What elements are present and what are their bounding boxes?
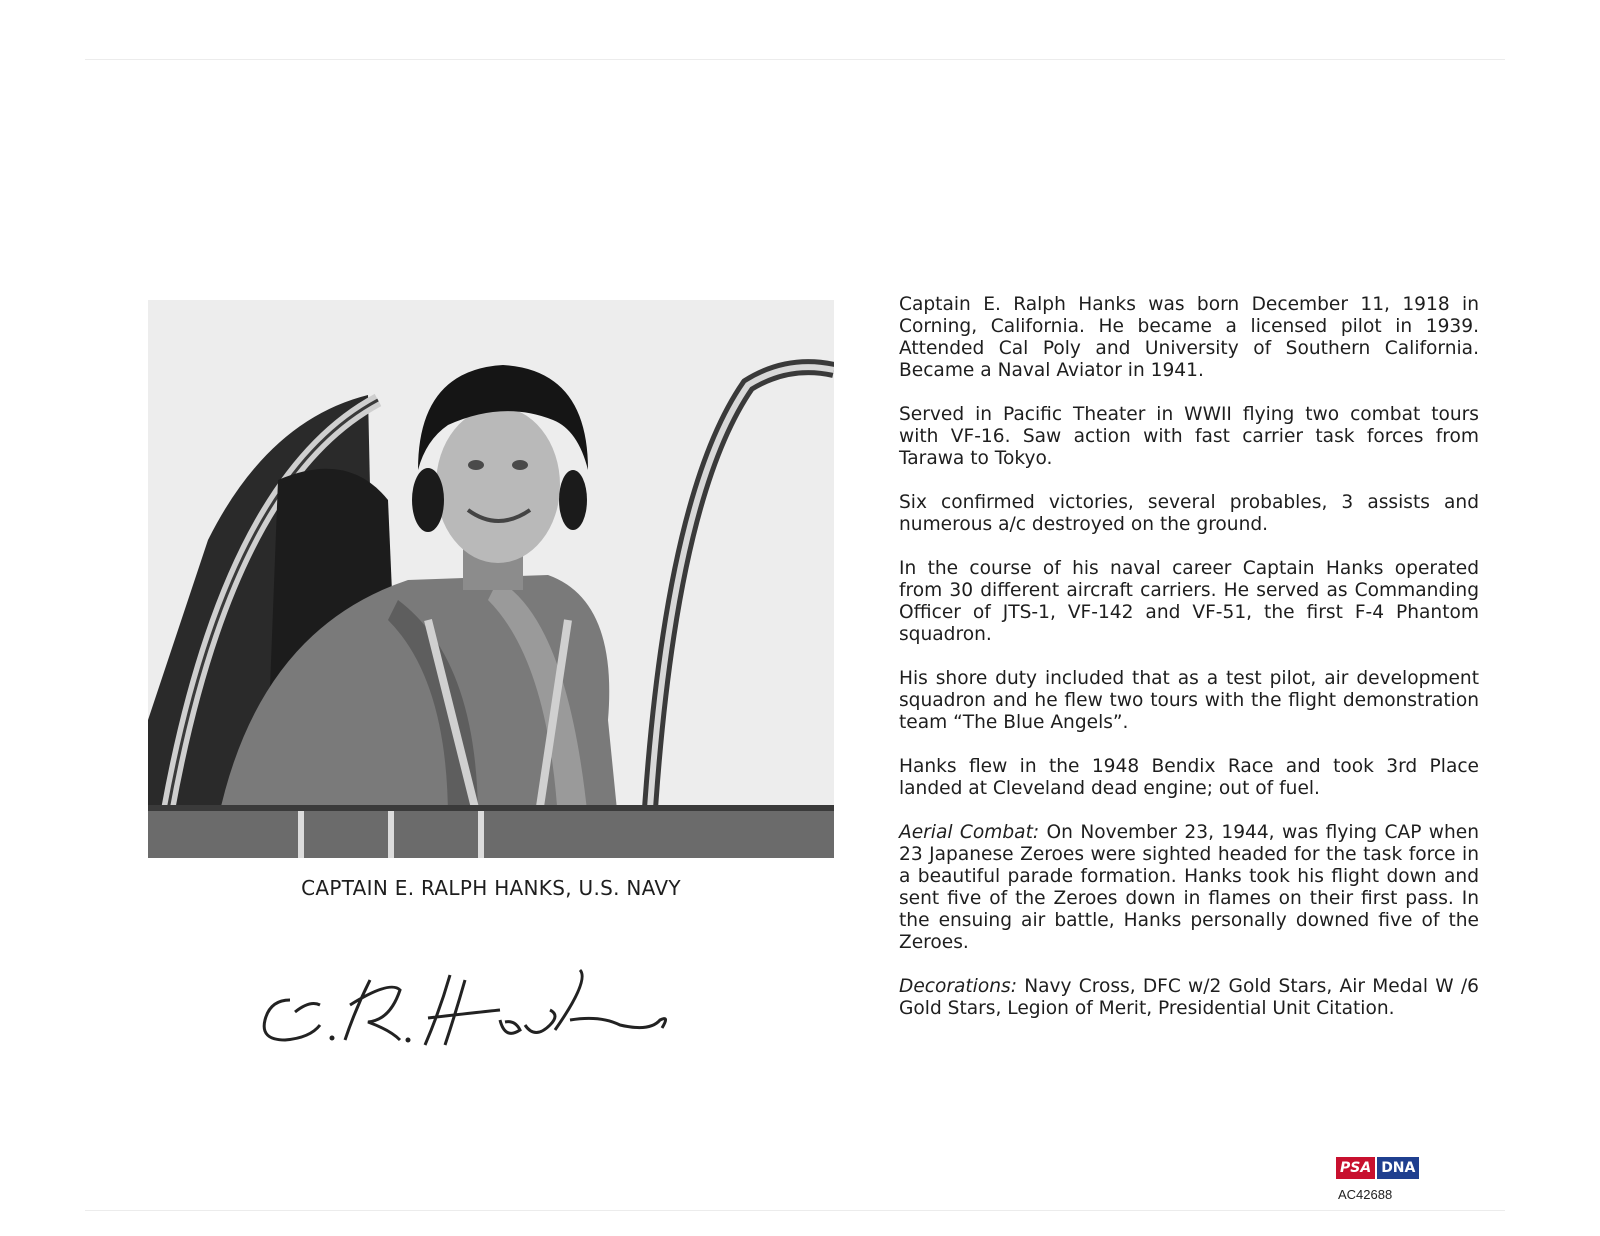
bio-paragraph-shore-duty: His shore duty included that as a test pilot, air development squadron and he flew two tours with the flight demonstration team “The Blue Angels”. (899, 668, 1479, 733)
bottom-edge-rule (85, 1210, 1505, 1211)
pilot-photo-illustration (148, 300, 834, 858)
aerial-combat-text: On November 23, 1944, was flying CAP when 23 Japanese Zeroes were sighted headed for the task force in a beautiful parade formation. Hanks took his flight down and sent five of the Zeroes down in flames on their first pass. In the ensuing air battle, Hanks personally downed five of the Zeroes. (899, 822, 1479, 953)
decorations-text: Navy Cross, DFC w/2 Gold Stars, Air Medal W /6 Gold Stars, Legion of Merit, Presidential Unit Citation. (899, 976, 1479, 1019)
top-edge-rule (85, 59, 1505, 60)
psa-dna-logo (1336, 1157, 1419, 1179)
aerial-combat-label: Aerial Combat: (899, 822, 1040, 843)
bio-paragraph-wwii: Served in Pacific Theater in WWII flying two combat tours with VF-16. Saw action with fast carrier task forces from Tarawa to Tokyo. (899, 404, 1479, 469)
bio-paragraph-bendix: Hanks flew in the 1948 Bendix Race and took 3rd Place landed at Cleveland dead engine; out of fuel. (899, 756, 1479, 799)
dna-logo-text: DNA (1377, 1157, 1419, 1179)
bio-paragraph-birth: Captain E. Ralph Hanks was born December 11, 1918 in Corning, California. He became a licensed pilot in 1939. Attended Cal Poly and University of Southern California. Became a Naval Aviator in 1941. (899, 294, 1479, 381)
bio-paragraph-decorations (899, 976, 1479, 1020)
bio-paragraph-aerial-combat (899, 822, 1479, 954)
pilot-cockpit-photo (148, 300, 834, 858)
bio-paragraph-career: In the course of his naval career Captain Hanks operated from 30 different aircraft carriers. He served as Commanding Officer of JTS-1, VF-142 and VF-51, the first F-4 Phantom squadron. (899, 558, 1479, 645)
photo-caption: CAPTAIN E. RALPH HANKS, U.S. NAVY (301, 876, 681, 900)
decorations-label: Decorations: (899, 976, 1017, 997)
autograph-signature (250, 960, 690, 1070)
biography (899, 294, 1479, 1042)
psa-logo-text: PSA (1336, 1157, 1375, 1179)
bio-paragraph-victories: Six confirmed victories, several probables, 3 assists and numerous a/c destroyed on the ground. (899, 492, 1479, 535)
certificate-number: AC42688 (1338, 1187, 1393, 1202)
